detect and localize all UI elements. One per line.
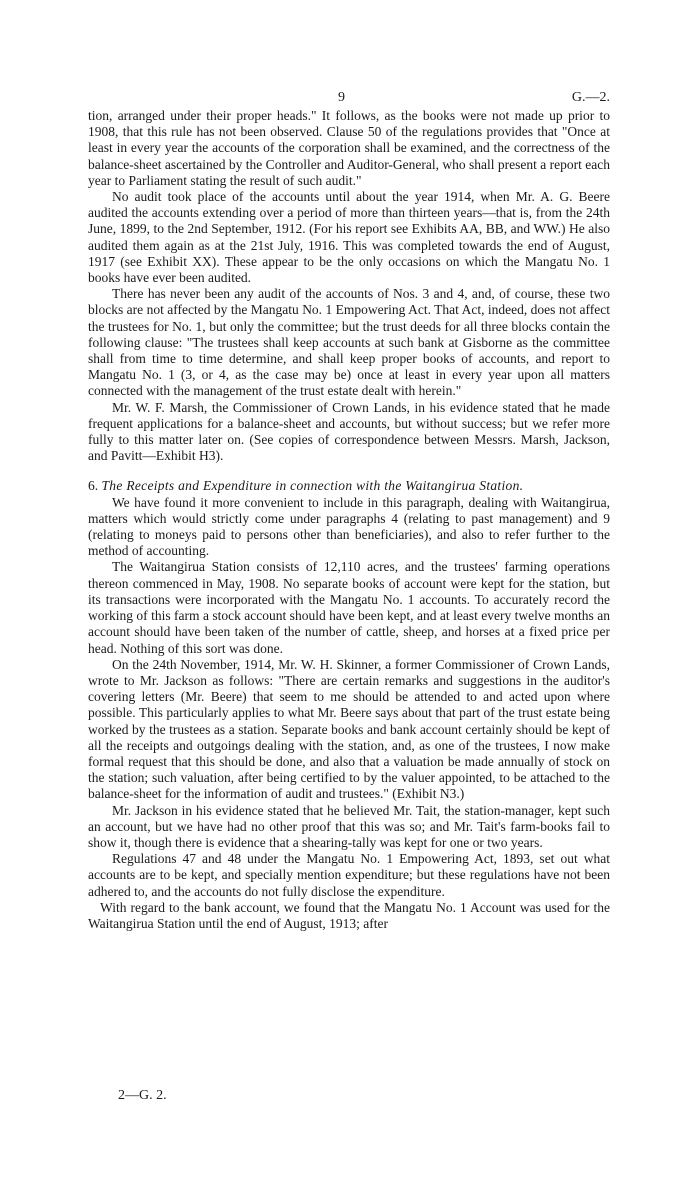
section-heading bbox=[88, 478, 610, 494]
page-footer-signature: 2—G. 2. bbox=[118, 1088, 167, 1103]
paragraph: With regard to the bank account, we found that the Mangatu No. 1 Account was used for the Waitangirua Station until the end of August, 1913; after bbox=[88, 899, 610, 931]
paragraph: Mr. W. F. Marsh, the Commissioner of Crown Lands, in his evidence stated that he made frequent applications for a balance-sheet and accounts, but without success; but we refer more fully to this matter later on. (See copies of correspondence between Messrs. Marsh, Jackson, and Pavitt—Exhibit H3). bbox=[88, 399, 610, 464]
paragraph: Regulations 47 and 48 under the Mangatu No. 1 Empowering Act, 1893, set out what accounts are to be kept, and specially mention expenditure; but these regulations have not been adhered to, and the accounts do not fully disclose the expenditure. bbox=[88, 851, 610, 899]
paragraph: The Waitangirua Station consists of 12,110 acres, and the trustees' farming operations thereon commenced in May, 1908. No separate books of account were kept for the station, but its transactions were incorporated with the Mangatu No. 1 accounts. To accurately record the working of this farm a stock account should have been kept, and at least every twelve months an account should have been taken of the number of cattle, sheep, and horses at a fixed price per head. Nothing of this sort was done. bbox=[88, 559, 610, 656]
paragraph: On the 24th November, 1914, Mr. W. H. Skinner, a former Commissioner of Crown Lands, wrote to Mr. Jackson as follows: "There are certain remarks and suggestions in the auditor's covering letters (Mr. Beere) that seem to me should be attended to and acted upon where possible. This particularly applies to what Mr. Beere says about that part of the trust estate being worked by the trustees as a station. Separate books and bank account certainly should be kept of all the receipts and outgoings dealing with the station, and, as one of the trustees, I now make formal request that this should be done, and also that a valuation be made annually of stock on the station; such valuation, after being certified to by the valuer appointed, to be attached to the balance-sheet for the information of audit and trustees." (Exhibit N3.) bbox=[88, 656, 610, 802]
paragraph: tion, arranged under their proper heads." It follows, as the books were not made up prior to 1908, that this rule has not been observed. Clause 50 of the regulations provides that "Once at least in every year the accounts of the corporation shall be examined, and the correctness of the balance-sheet ascertained by the Controller and Auditor-General, who shall present a report each year to Parliament stating the result of such audit." bbox=[88, 108, 610, 188]
paragraph: There has never been any audit of the accounts of Nos. 3 and 4, and, of course, these two blocks are not affected by the Mangatu No. 1 Empowering Act. That Act, indeed, does not affect the trustees for No. 1, but only the committee; but the trust deeds for all three blocks contain the following clause: "The trustees shall keep accounts at such bank at Gisborne as the committee shall from time to time determine, and shall keep proper books of accounts, and report to Mangatu No. 1 (3, or 4, as the case may be) once at least in every year upon all matters connected with the management of the trust estate dealt with herein." bbox=[88, 286, 610, 399]
section-title: The Receipts and Expenditure in connection with the Waitangirua Station. bbox=[101, 478, 524, 494]
paragraph: We have found it more convenient to include in this paragraph, dealing with Waitangirua, matters which would strictly come under paragraphs 4 (relating to past management) and 9 (relating to moneys paid to persons other than beneficiaries), and also to refer further to the method of accounting. bbox=[88, 494, 610, 559]
document-body bbox=[88, 108, 610, 932]
paragraph: No audit took place of the accounts until about the year 1914, when Mr. A. G. Beere audited the accounts extending over a period of more than thirteen years—that is, from the 24th June, 1899, to the 2nd September, 1912. (For his report see Exhibits AA, BB, and WW.) He also audited them again as at the 21st July, 1916. This was completed towards the end of August, 1917 (see Exhibit XX). These appear to be the only occasions on which the Mangatu No. 1 books have ever been audited. bbox=[88, 189, 610, 286]
document-reference: G.—2. bbox=[571, 90, 610, 105]
section-number: 6. bbox=[88, 478, 99, 494]
page-header bbox=[0, 90, 700, 110]
paragraph: Mr. Jackson in his evidence stated that he believed Mr. Tait, the station-manager, kept such an account, but we have had no other proof that this was so; and Mr. Tait's farm-books fail to show it, though there is evidence that a shearing-tally was kept for one or two years. bbox=[88, 802, 610, 850]
page-number: 9 bbox=[338, 90, 345, 105]
